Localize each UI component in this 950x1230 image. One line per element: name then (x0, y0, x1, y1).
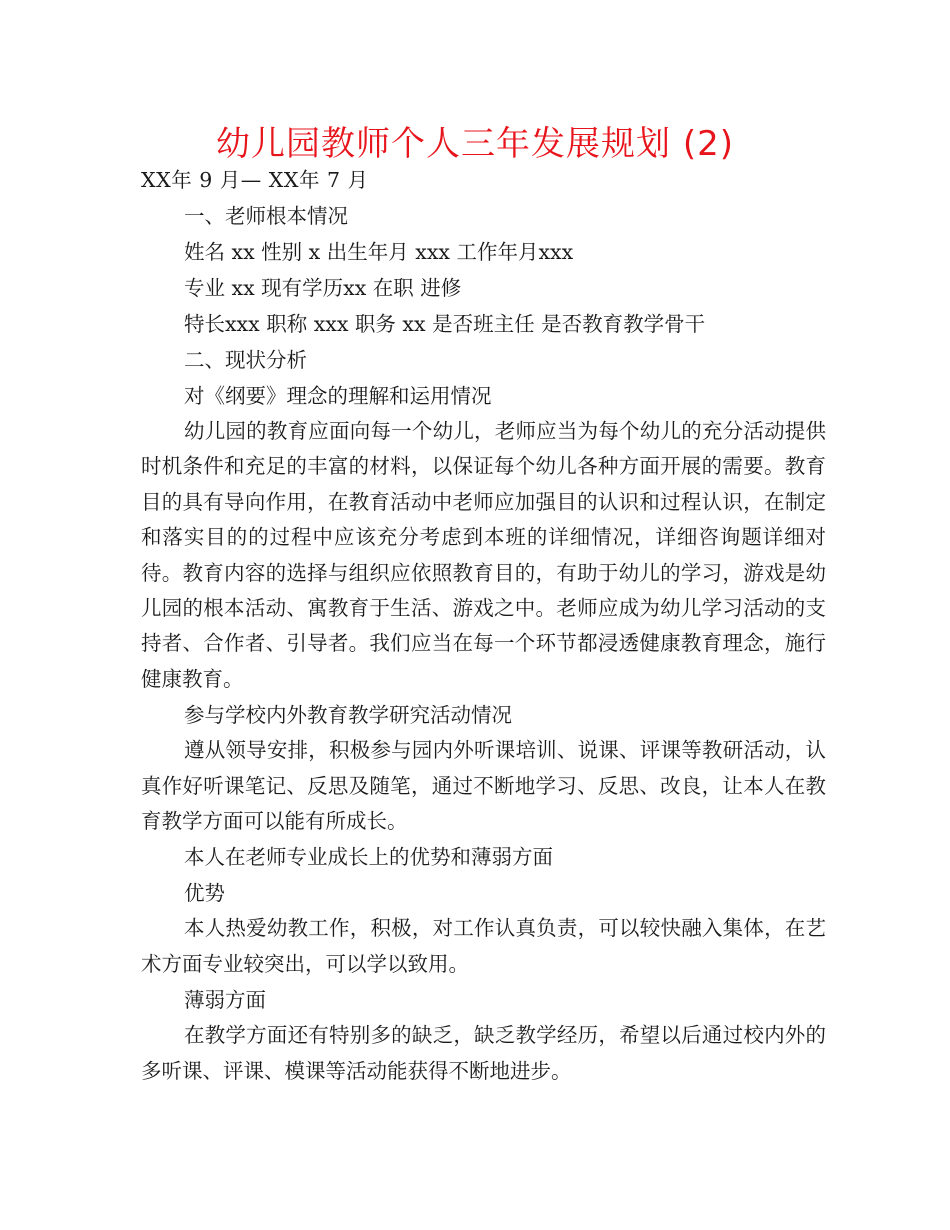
document-title: 幼儿园教师个人三年发展规划 (2) (216, 124, 734, 164)
paragraph-research-activities: 遵从领导安排，积极参与园内外听课培训、说课、评课等教研活动，认真作好听课笔记、反思及随笔，通过不断地学习、反思、改良，让本人在教育教学方面可以能有所成长。 (141, 738, 826, 834)
info-line-name: 姓名 xx 性别 x 出生年月 xxx 工作年月xxx (184, 240, 574, 264)
subheading-research-activities: 参与学校内外教育教学研究活动情况 (184, 703, 512, 728)
subheading-weaknesses: 薄弱方面 (184, 988, 266, 1013)
paragraph-weaknesses: 在教学方面还有特别多的缺乏，缺乏教学经历，希望以后通过校内外的多听课、评课、模课等活动能获得不断地进步。 (141, 1023, 826, 1083)
info-line-major: 专业 xx 现有学历xx 在职 进修 (184, 276, 462, 300)
subheading-strengths-weaknesses: 本人在老师专业成长上的优势和薄弱方面 (184, 845, 553, 870)
section-heading-status: 二、现状分析 (184, 348, 307, 372)
info-line-specialty: 特长xxx 职称 xxx 职务 xx 是否班主任 是否教育教学骨干 (184, 312, 706, 336)
paragraph-outline-understanding: 幼儿园的教育应面向每一个幼儿，老师应当为每个幼儿的充分活动提供时机条件和充足的丰富的材料，以保证每个幼儿各种方面开展的需要。教育目的具有导向作用，在教育活动中老师应加强目的认识和过程认识，在制定和落实目的的过程中应该充分考虑到本班的详细情况，详细咨询题详细对待。教育内容的选择与组织应依照教育目的，有助于幼儿的学习，游戏是幼儿园的根本活动、寓教育于生活、游戏之中。老师应成为幼儿学习活动的支持者、合作者、引导者。我们应当在每一个环节都浸透健康教育理念，施行健康教育。 (141, 419, 826, 691)
document-body (141, 162, 826, 1089)
date-range: XX年 9 月— XX年 7 月 (141, 168, 369, 192)
paragraph-strengths: 本人热爱幼教工作，积极，对工作认真负责，可以较快融入集体，在艺术方面专业较突出，可以学以致用。 (141, 916, 826, 976)
subheading-strengths: 优势 (184, 881, 225, 906)
subheading-outline-understanding: 对《纲要》理念的理解和运用情况 (184, 384, 492, 408)
section-heading-teacher-info: 一、老师根本情况 (184, 204, 348, 228)
